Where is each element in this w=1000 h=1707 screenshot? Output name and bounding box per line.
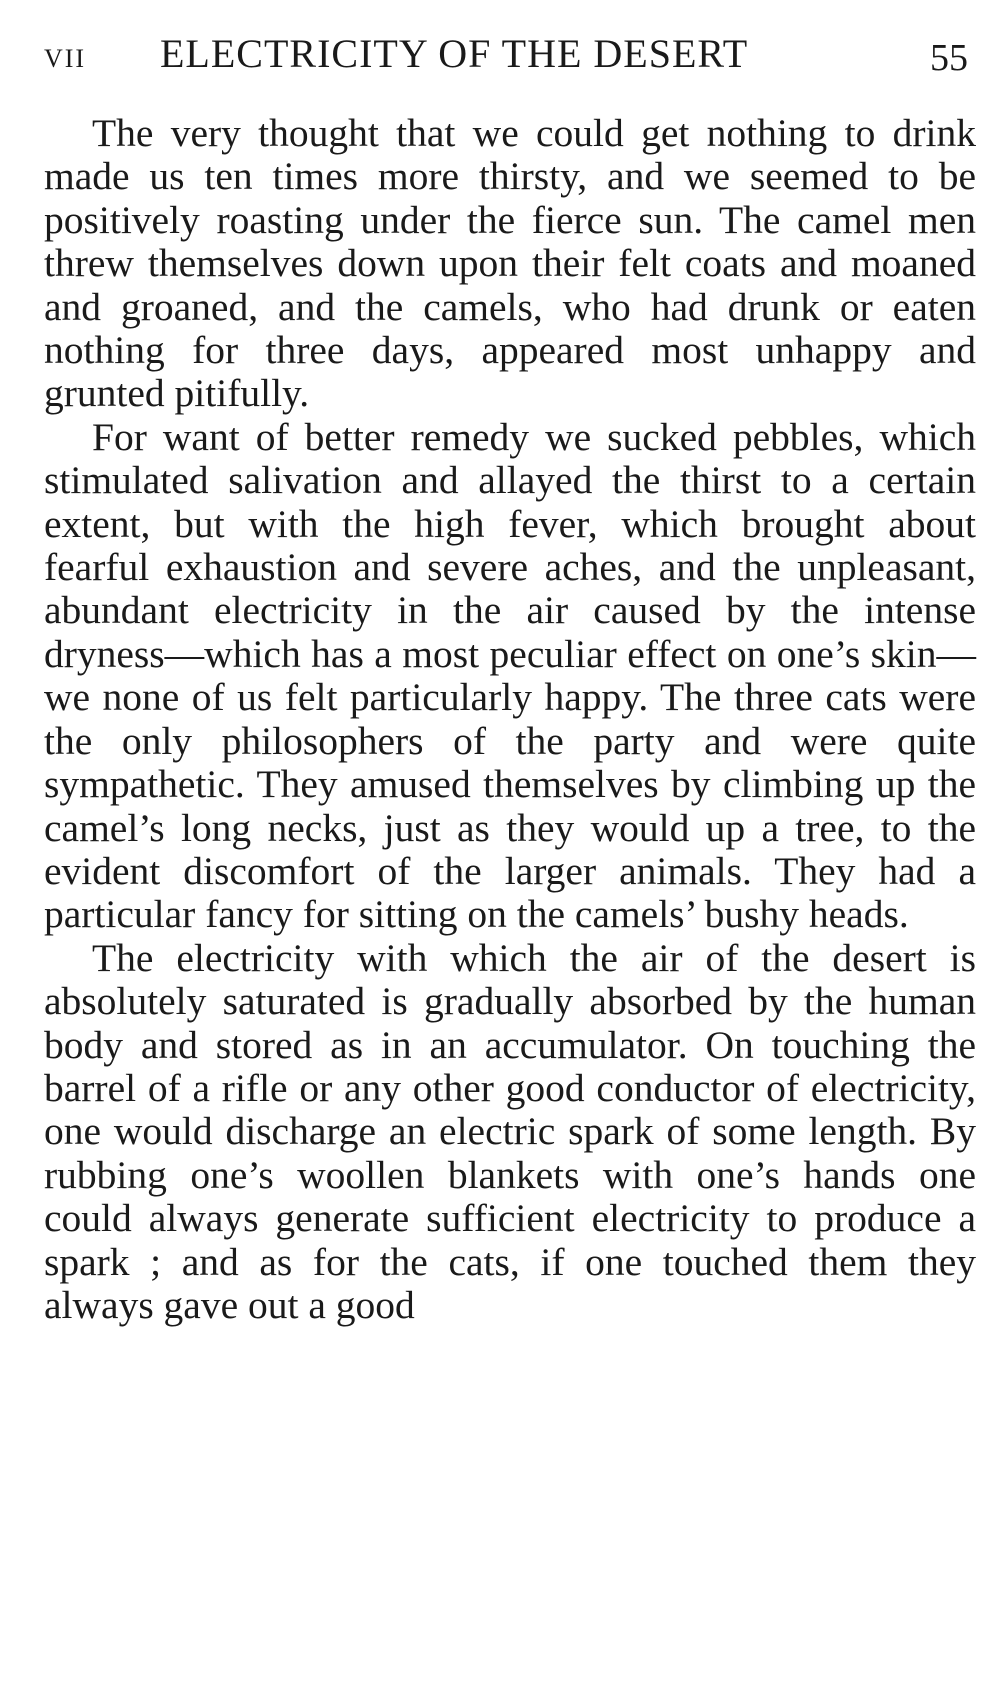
chapter-number: VII <box>44 44 87 73</box>
body-text <box>44 112 976 1327</box>
page-number: 55 <box>930 37 968 79</box>
paragraph: The very thought that we could get nothing to drink made us ten times more thirsty, and we seemed to be positively roasting under the fierce sun. The camel men threw themselves down upon their felt coats and moaned and groaned, and the camels, who had drunk or eaten nothing for three days, appeared most unhappy and grunted pitifully. <box>44 111 976 416</box>
running-title: ELECTRICITY OF THE DESERT <box>160 31 749 76</box>
paragraph: The electricity with which the air of the desert is absolutely saturated is gradually absorbed by the human body and stored as in an accumulator. On touching the barrel of a rifle or any other good conductor of electricity, one would discharge an electric spark of some length. By rubbing one’s woollen blankets with one’s hands one could always generate sufficient electricity to produce a spark ; and as for the cats, if one touched them they always gave out a good <box>44 935 976 1327</box>
running-header <box>44 30 974 90</box>
paragraph: For want of better remedy we sucked pebbles, which stimulated salivation and allayed the thirst to a certain extent, but with the high fever, which brought about fearful exhaustion and severe aches, and the unpleasant, abundant electricity in the air caused by the intense dryness—which has a most peculiar effect on one’s skin—we none of us felt particularly happy. The three cats were the only philosophers of the party and were quite sympathetic. They amused themselves by climbing up the camel’s long necks, just as they would up a tree, to the evident discomfort of the larger animals. They had a particular fancy for sitting on the camels’ bushy heads. <box>44 414 976 937</box>
